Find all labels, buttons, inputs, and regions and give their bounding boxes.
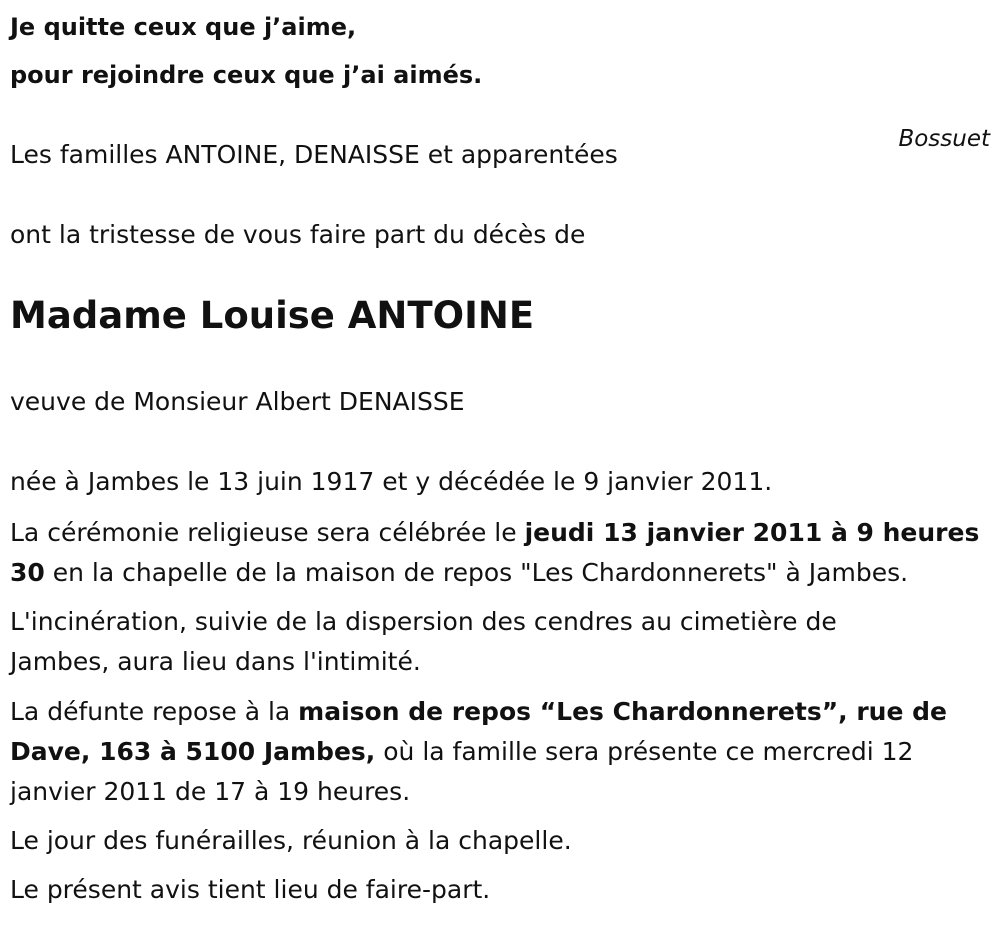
- cremation-paragraph: L'incinération, suivie de la dispersion des cendres au cimetière de Jambes, aura lieu dans l'intimité.: [10, 607, 837, 676]
- notice-line: Le présent avis tient lieu de faire-part.: [10, 875, 491, 904]
- deceased-name: Madame Louise ANTOINE: [10, 294, 535, 337]
- ceremony-suffix: en la chapelle de la maison de repos "Les Chardonnerets" à Jambes.: [44, 558, 909, 587]
- rest-place: maison de repos “Les Chardonnerets”, rue de Dave, 163 à 5100 Jambes,: [10, 697, 947, 766]
- ceremony-paragraph: [10, 513, 995, 593]
- rest-prefix: La défunte repose à la: [10, 697, 299, 726]
- quote-author: Bossuet: [898, 126, 990, 152]
- announcement-line: ont la tristesse de vous faire part du décès de: [10, 220, 586, 249]
- widow-of-line: veuve de Monsieur Albert DENAISSE: [10, 387, 465, 416]
- ceremony-prefix: La cérémonie religieuse sera célébrée le: [10, 518, 525, 547]
- ceremony-datetime: jeudi 13 janvier 2011 à 9 heures 30: [10, 518, 980, 587]
- rest-paragraph: [10, 692, 970, 812]
- quote-line-2: pour rejoindre ceux que j’ai aimés.: [10, 61, 483, 89]
- funeral-day-line: Le jour des funérailles, réunion à la chapelle.: [10, 826, 572, 855]
- rest-suffix: où la famille sera présente ce mercredi 12 janvier 2011 de 17 à 19 heures.: [10, 737, 914, 806]
- quote-line-1: Je quitte ceux que j’aime,: [10, 13, 357, 41]
- families-line: Les familles ANTOINE, DENAISSE et apparentées: [10, 140, 618, 169]
- birth-death-line: née à Jambes le 13 juin 1917 et y décédée le 9 janvier 2011.: [10, 467, 773, 496]
